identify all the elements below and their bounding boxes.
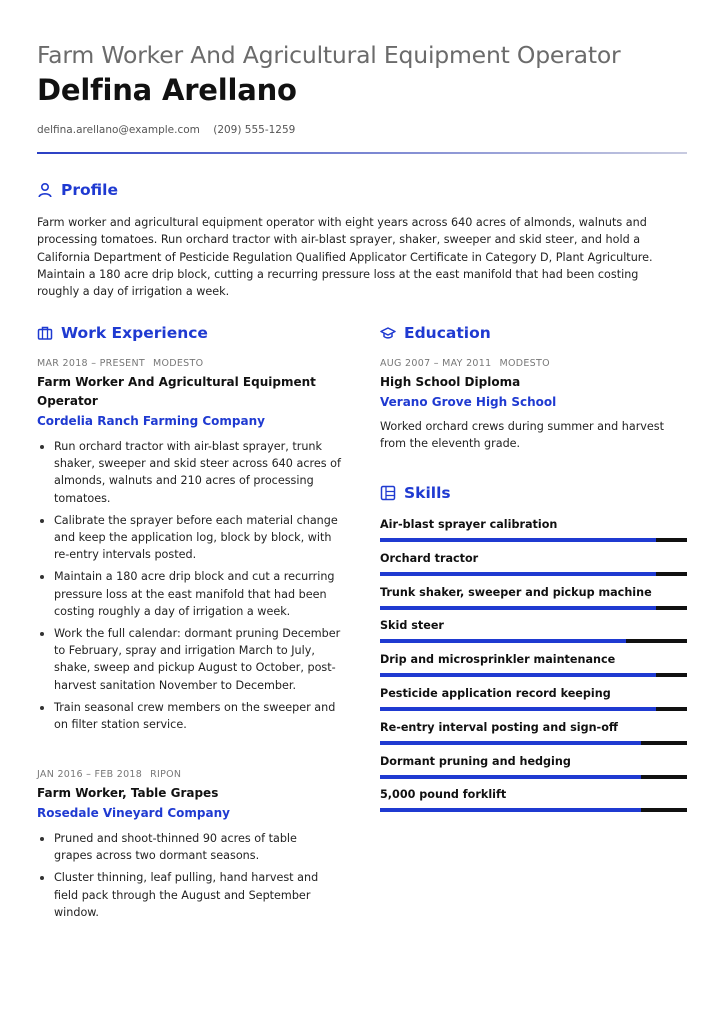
education-degree: High School Diploma (380, 375, 521, 389)
skill-item: Orchard tractor (380, 552, 687, 586)
person-icon (37, 182, 53, 198)
skill-item: 5,000 pound forklift (380, 788, 687, 822)
job-1-dates: MAR 2018 – PRESENT (37, 358, 145, 369)
list-item: Run orchard tractor with air-blast sprayer, trunk shaker, sweeper and skid steer across 640 acres of almonds, walnuts and 210 acres of processing tomatoes. (37, 438, 345, 507)
header-divider (37, 152, 687, 154)
skill-bar (380, 808, 687, 812)
job-2-role: Farm Worker, Table Grapes (37, 786, 219, 800)
education-dates: AUG 2007 – MAY 2011 (380, 358, 492, 369)
skills-list (380, 518, 687, 822)
skill-level (380, 606, 656, 610)
skill-bar (380, 639, 687, 643)
skill-item: Drip and microsprinkler maintenance (380, 653, 687, 687)
profile-summary: Farm worker and agricultural equipment operator with eight years across 640 acres of almonds, walnuts and processing tomatoes. Run orchard tractor with air-blast sprayer, shaker, sweeper and skid steer, and hold a California Department of Pesticide Regulation Qualified Applicator Certificate in Category D, Plant Agriculture. Maintain a 180 acre drip block, cutting a recurring pressure loss at the east manifold that had been costing roughly a day of irrigation a week. (37, 216, 653, 299)
job-1-role: Farm Worker And Agricultural Equipment Operator (37, 375, 316, 408)
job-2-bullets (37, 830, 337, 926)
layout-grid-icon (380, 485, 396, 501)
contact-line (37, 124, 305, 136)
skill-bar (380, 673, 687, 677)
skill-level (380, 808, 641, 812)
email-text: delfina.arellano@example.com (37, 124, 200, 136)
skill-bar (380, 538, 687, 542)
skill-bar (380, 707, 687, 711)
skills-heading: Skills (380, 484, 451, 502)
job-1-location: MODESTO (152, 358, 204, 369)
list-item: Cluster thinning, leaf pulling, hand harvest and field pack through the August and September window. (37, 869, 337, 921)
skill-bar (380, 606, 687, 610)
resume-header (37, 38, 687, 110)
work-experience-heading: Work Experience (37, 324, 208, 342)
skill-item: Air-blast sprayer calibration (380, 518, 687, 552)
education-meta (380, 358, 550, 369)
briefcase-icon (37, 325, 53, 341)
skill-level (380, 775, 641, 779)
education-heading: Education (380, 324, 491, 342)
skill-level (380, 538, 656, 542)
list-item: Calibrate the sprayer before each material change and keep the application log, block by block, with re-entry intervals posted. (37, 512, 345, 564)
education-school: Verano Grove High School (380, 395, 557, 409)
graduation-cap-icon (380, 325, 396, 341)
job-1-company: Cordelia Ranch Farming Company (37, 414, 265, 428)
skill-level (380, 741, 641, 745)
list-item: Train seasonal crew members on the sweeper and on filter station service. (37, 699, 345, 733)
skill-level (380, 572, 656, 576)
skill-level (380, 673, 656, 677)
skill-bar (380, 572, 687, 576)
list-item: Pruned and shoot-thinned 90 acres of table grapes across two dormant seasons. (37, 830, 337, 864)
skill-item: Re-entry interval posting and sign-off (380, 721, 687, 755)
skill-level (380, 707, 656, 711)
job-1-meta (37, 358, 203, 369)
list-item: Work the full calendar: dormant pruning December to February, spray and irrigation March to July, shake, sweep and pickup August to October, post-harvest sanitation November to December. (37, 625, 345, 694)
skill-bar (380, 775, 687, 779)
job-2-meta (37, 769, 181, 780)
job-2-location: RIPON (150, 769, 182, 780)
job-2-company: Rosedale Vineyard Company (37, 806, 230, 820)
skill-item: Dormant pruning and hedging (380, 755, 687, 789)
education-location: MODESTO (499, 358, 550, 369)
education-note: Worked orchard crews during summer and harvest from the eleventh grade. (380, 420, 665, 451)
phone-text: (209) 555-1259 (213, 124, 296, 136)
job-title: Farm Worker And Agricultural Equipment Operator (37, 41, 621, 69)
profile-heading: Profile (37, 181, 118, 199)
job-2-dates: JAN 2016 – FEB 2018 (37, 769, 143, 780)
candidate-name: Delfina Arellano (37, 73, 297, 107)
skill-item: Skid steer (380, 619, 687, 653)
job-1-bullets (37, 438, 345, 738)
skill-item: Trunk shaker, sweeper and pickup machine (380, 586, 687, 620)
skill-level (380, 639, 626, 643)
list-item: Maintain a 180 acre drip block and cut a recurring pressure loss at the east manifold that had been costing roughly a day of irrigation a week. (37, 568, 345, 620)
skill-item: Pesticide application record keeping (380, 687, 687, 721)
skill-bar (380, 741, 687, 745)
